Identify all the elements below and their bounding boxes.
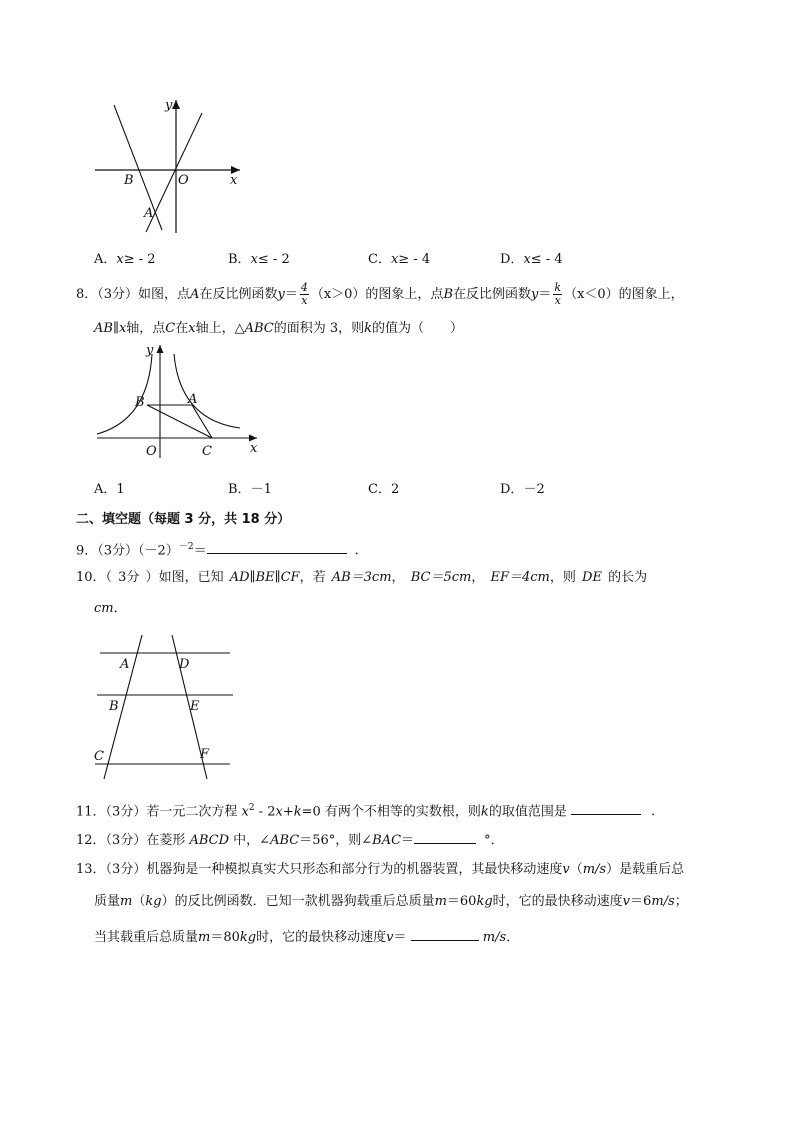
q11-answer-blank[interactable] (571, 800, 641, 815)
var-x: x (241, 804, 249, 820)
point-c-label: C (94, 749, 104, 764)
option-letter: D． (500, 482, 524, 497)
point-a-label: A (120, 657, 130, 672)
text: （x＜0）的图象上， (564, 287, 684, 302)
point-a-label: A (188, 392, 198, 407)
y-axis-arrow (157, 345, 164, 353)
numerator: k (554, 281, 562, 294)
x-label: x (250, 441, 258, 456)
option-letter: A． (94, 482, 117, 497)
option-value: －1 (250, 482, 272, 497)
text: 轴上，△ (195, 321, 245, 336)
unit: m/s (582, 862, 607, 877)
text: 的长为 (608, 570, 648, 585)
var-k: k (364, 321, 373, 336)
point-f-label: F (200, 747, 210, 762)
text: ． (113, 601, 127, 616)
q8-option-c[interactable] (368, 478, 399, 497)
angle-bac: BAC (372, 833, 402, 848)
unit: m/s (482, 930, 507, 945)
q12-answer-blank[interactable] (414, 829, 476, 844)
q8-stem-line2 (94, 320, 463, 338)
q10-figure (90, 632, 240, 782)
option-rel: ≥ - 4 (398, 252, 431, 267)
text: 11．（3分）若一元二次方程 (76, 804, 238, 820)
text: ， (391, 570, 405, 585)
text: 当其载重后总质量 (94, 930, 199, 945)
option-rel: ≥ - 2 (123, 252, 156, 267)
var-v: v (622, 894, 631, 909)
point-c: C (165, 321, 176, 336)
text: 中，∠ (233, 833, 271, 848)
var-x: x (188, 321, 196, 336)
var-y: y (277, 287, 285, 302)
origin-label: O (178, 173, 189, 188)
condition: BC＝5cm (410, 570, 472, 585)
text: ； (674, 894, 688, 909)
text: 在 (175, 321, 189, 336)
var-v: v (386, 930, 394, 945)
text: 时，它的最快移动速度 (492, 894, 623, 909)
point-b-label: B (135, 395, 145, 410)
option-letter: B． (228, 482, 251, 497)
text: 的面积为 3，则 (273, 321, 365, 336)
point-a-label: A (144, 206, 154, 221)
option-letter: C． (368, 482, 391, 497)
option-rel: ≤ - 2 (257, 252, 290, 267)
q13-stem-line2 (94, 893, 688, 911)
point-b-label: B (124, 173, 134, 188)
var-x: x (275, 804, 283, 820)
y-label: y (165, 98, 173, 113)
q8-figure (92, 340, 264, 462)
text: ＝ (193, 543, 207, 559)
point-c-label: C (202, 444, 212, 459)
q7-option-b[interactable] (228, 248, 290, 267)
option-letter: C． (368, 252, 391, 267)
unit: kg (145, 894, 162, 909)
text: °． (484, 833, 504, 848)
var-y: y (531, 287, 539, 302)
text: 在反比例函数 (199, 287, 278, 302)
option-letter: B． (228, 252, 251, 267)
q7-figure (90, 95, 250, 237)
text: ＝ (401, 833, 415, 848)
text: ． (506, 930, 520, 945)
text: + (282, 804, 294, 820)
text: 质量 (94, 894, 121, 909)
option-value: 2 (390, 482, 400, 497)
option-letter: A． (94, 252, 117, 267)
option-rel: ≤ - 4 (530, 252, 563, 267)
angle-abc: ABC (270, 833, 300, 848)
text: 轴，点 (126, 321, 166, 336)
unit: kg (239, 930, 257, 945)
q10-stem-line1 (76, 569, 647, 587)
y-label: y (146, 343, 154, 358)
text: （ (132, 894, 146, 909)
option-var: x (116, 252, 124, 267)
denominator: x (554, 294, 561, 307)
q13-answer-blank[interactable] (411, 926, 479, 941)
condition: AD∥BE∥CF (229, 570, 300, 585)
x-label: x (230, 173, 238, 188)
option-var: x (250, 252, 258, 267)
q8-option-b[interactable] (228, 478, 272, 497)
text: （ (569, 862, 583, 877)
q11-stem (76, 799, 664, 821)
point-d-label: D (179, 657, 190, 672)
unit: cm (94, 601, 114, 616)
text: ，则 (549, 570, 576, 585)
text: ，若 (299, 570, 326, 585)
var-v: v (562, 862, 570, 877)
point-a: A (190, 287, 200, 302)
text: - 2 (254, 804, 276, 820)
curve-positive-branch (174, 354, 240, 428)
text: ＝6 (630, 894, 652, 909)
text: ． (354, 543, 368, 559)
q7-option-c[interactable] (368, 248, 430, 267)
var-k: k (480, 804, 489, 820)
q7-option-a[interactable] (94, 248, 156, 267)
point-e-label: E (190, 699, 200, 714)
option-letter: D． (500, 252, 524, 267)
q13-stem-line3 (94, 926, 519, 947)
text: =0 有两个不相等的实数根，则 (301, 804, 481, 820)
q8-stem-line1: 8．（3分）如图，点A在反比例函数y＝ $\frac{4}{x}$ （x＞0）的图象上，点B在反比例函数y＝ $\frac{k}{x}$ （x＜0）的图象上， (76, 281, 684, 307)
point-b-label: B (109, 699, 119, 714)
text: 时，它的最快移动速度 (256, 930, 387, 945)
text: ＝56°，则∠ (299, 833, 373, 848)
triangle-abc: ABC (244, 321, 274, 336)
q8-option-a[interactable] (94, 478, 125, 497)
q9-answer-blank[interactable] (207, 539, 347, 554)
unit: m/s (651, 894, 675, 909)
q10-stem-line2 (94, 600, 127, 618)
text: ＝60 (446, 894, 477, 909)
text: 10．（ 3分 ）如图，已知 (76, 570, 224, 585)
q12-stem (76, 829, 504, 850)
var-k: k (293, 804, 302, 820)
text: （x＞0）的图象上，点 (310, 287, 444, 302)
line-1 (114, 105, 162, 230)
text: 12．（3分）在菱形 (76, 833, 186, 848)
unit: kg (476, 894, 493, 909)
text: 的值为（ ） (372, 321, 464, 336)
text: ）是载重后总 (606, 862, 685, 877)
text: ）的反比例函数．已知一款机器狗载重后总质量 (161, 894, 435, 909)
text: ． (650, 804, 664, 820)
condition: AB＝3cm (331, 570, 392, 585)
text: ， (471, 570, 485, 585)
option-var: x (523, 252, 531, 267)
point-b: B (443, 287, 453, 302)
text: 13．（3分）机器狗是一种模拟真实犬只形态和部分行为的机器装置，其最快移动速度 (76, 862, 563, 877)
numerator: 4 (300, 281, 308, 294)
exponent: 2 (248, 803, 255, 813)
shape-abcd: ABCD (189, 833, 230, 848)
text: 在反比例函数 (453, 287, 532, 302)
condition: DE (582, 570, 602, 585)
var-m: m (198, 930, 211, 945)
exponent: －2 (178, 542, 194, 552)
text: AB∥x (94, 321, 127, 336)
text: ＝ (393, 930, 407, 945)
denominator: x (301, 294, 308, 307)
section-heading: 二、填空题（每题 3 分，共 18 分） (76, 512, 291, 527)
text: 8．（3分）如图，点 (76, 287, 191, 302)
q13-stem-line1 (76, 861, 684, 879)
q7-option-d[interactable] (500, 248, 563, 267)
q9-stem (76, 538, 368, 560)
var-m: m (120, 894, 133, 909)
text: ＝80 (210, 930, 240, 945)
condition: EF＝4cm (490, 570, 550, 585)
y-axis-arrow (172, 100, 180, 109)
fraction-4-over-x (300, 282, 309, 307)
q8-option-d[interactable] (500, 478, 545, 497)
option-var: x (390, 252, 399, 267)
origin-label: O (146, 444, 157, 459)
option-value: －2 (523, 482, 545, 497)
line-2 (146, 113, 202, 232)
var-m: m (434, 894, 447, 909)
text: 9．（3分）（－2） (76, 543, 179, 559)
fraction-k-over-x (553, 282, 562, 307)
option-value: 1 (116, 482, 125, 497)
curve-negative-branch (97, 354, 152, 434)
text: 的取值范围是 (488, 804, 567, 820)
